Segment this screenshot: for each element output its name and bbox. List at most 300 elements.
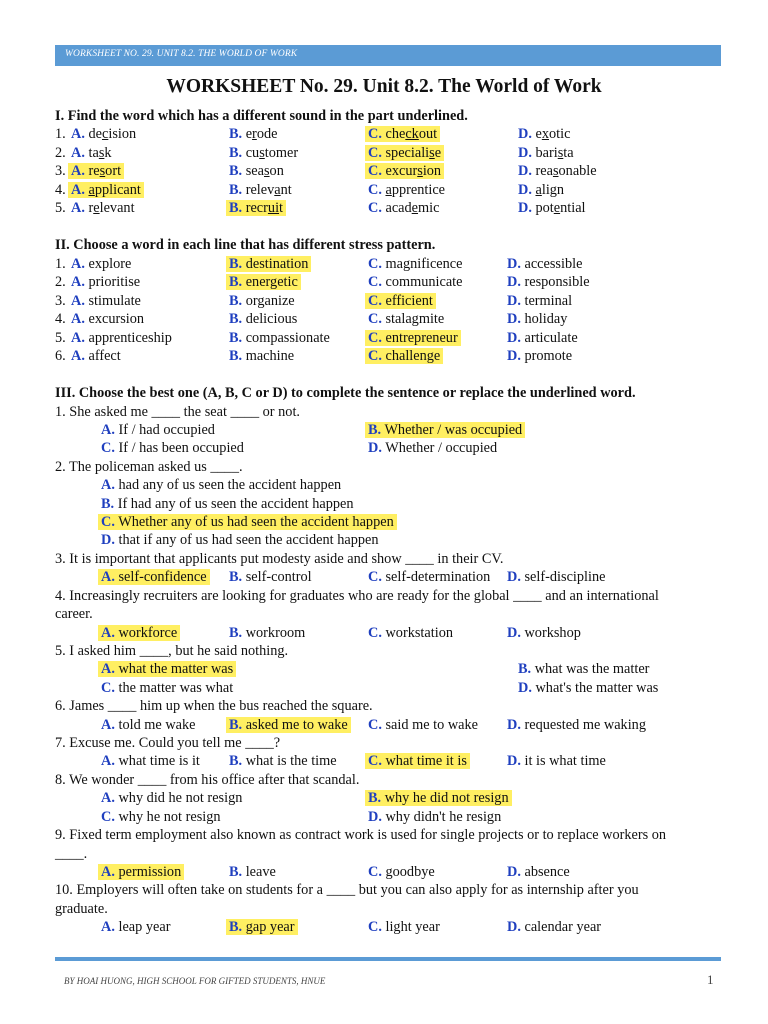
- answer-option: [101, 752, 200, 770]
- answer-text: A. decision: [71, 126, 137, 142]
- header-bar-text: WORKSHEET NO. 29. UNIT 8.2. THE WORLD OF WORK: [65, 49, 298, 59]
- underlined-part: s: [429, 144, 435, 161]
- answer-option: [101, 421, 215, 439]
- answer-option: [507, 863, 570, 881]
- underlined-part: s: [417, 163, 423, 179]
- option-letter: D.: [507, 569, 521, 586]
- footer-text: BY HOAI HUONG, HIGH SCHOOL FOR GIFTED STUDENTS, HNUE: [64, 976, 326, 986]
- answer-option: [518, 125, 570, 143]
- option-letter: A.: [101, 624, 115, 641]
- option-letter: B.: [229, 256, 243, 272]
- highlighted-answer: C. excursion: [365, 163, 444, 179]
- option-letter: A.: [71, 292, 85, 309]
- underlined-part: a: [535, 181, 542, 198]
- option-letter: B.: [229, 163, 243, 179]
- option-letter: B.: [368, 421, 382, 438]
- answer-text: D. terminal: [507, 292, 573, 309]
- option-letter: A.: [71, 256, 85, 272]
- answer-option: [229, 292, 295, 310]
- option-letter: D.: [368, 440, 382, 457]
- answer-text: C. magnificence: [368, 256, 463, 272]
- option-letter: C.: [368, 753, 382, 770]
- question-stem: 6. James ____ him up when the bus reached the square.: [55, 698, 373, 715]
- option-letter: B.: [229, 716, 243, 733]
- answer-text: A. what time is it: [101, 753, 200, 770]
- underlined-part: e: [411, 200, 419, 216]
- answer-option: [101, 495, 354, 513]
- option-letter: B.: [229, 181, 243, 198]
- answer-option: [101, 679, 233, 697]
- option-letter: C.: [368, 311, 382, 328]
- option-letter: D.: [518, 126, 532, 142]
- option-letter: A.: [101, 477, 115, 494]
- option-letter: D.: [507, 311, 521, 328]
- option-letter: C.: [101, 679, 115, 696]
- highlighted-answer: C. checkout: [365, 126, 440, 142]
- option-letter: C.: [368, 864, 382, 880]
- question-number: 1.: [55, 126, 66, 142]
- answer-option: [229, 624, 305, 642]
- answer-option: [518, 199, 586, 217]
- answer-option: [71, 255, 131, 273]
- answer-option: [507, 292, 572, 310]
- option-letter: A.: [71, 348, 85, 364]
- answer-option: [368, 918, 440, 936]
- answer-text: D. requested me waking: [507, 716, 646, 733]
- answer-option: [229, 310, 297, 328]
- highlighted-answer: B. Whether / was occupied: [365, 422, 525, 438]
- answer-option: [229, 181, 292, 199]
- option-letter: C.: [368, 274, 382, 291]
- highlighted-answer: B. why he did not resign: [365, 790, 512, 806]
- option-letter: B.: [101, 495, 115, 512]
- answer-option: [229, 918, 298, 936]
- answer-text: D. holiday: [507, 311, 568, 328]
- answer-text: B. self-control: [229, 569, 312, 586]
- answer-option: [507, 347, 572, 365]
- answer-text: D. exotic: [518, 126, 571, 142]
- option-letter: D.: [507, 274, 521, 291]
- answer-text: A. why did he not resign: [101, 790, 243, 807]
- underlined-part: s: [552, 163, 559, 179]
- underlined-part: ui: [267, 200, 280, 216]
- answer-text: D. potential: [518, 200, 586, 216]
- underlined-part: s: [557, 144, 564, 161]
- answer-text: A. leap year: [101, 919, 171, 936]
- option-letter: D.: [507, 753, 521, 770]
- underlined-part: a: [385, 181, 392, 198]
- question-number: 2.: [55, 144, 66, 161]
- answer-option: [71, 181, 144, 199]
- option-letter: A.: [71, 200, 85, 216]
- option-letter: A.: [101, 919, 115, 936]
- answer-text: C. said me to wake: [368, 716, 478, 733]
- option-letter: C.: [368, 163, 382, 179]
- highlighted-answer: C. efficient: [365, 293, 436, 309]
- answer-text: C. If / has been occupied: [101, 440, 244, 457]
- option-letter: A.: [71, 126, 85, 142]
- answer-option: [518, 162, 597, 180]
- answer-text: B. erode: [229, 126, 278, 142]
- answer-option: [368, 310, 444, 328]
- answer-text: B. workroom: [229, 624, 306, 641]
- option-letter: C.: [101, 808, 115, 825]
- question-stem: 7. Excuse me. Could you tell me ____?: [55, 735, 281, 752]
- answer-text: A. affect: [71, 348, 121, 364]
- answer-option: [101, 624, 180, 642]
- answer-option: [101, 716, 196, 734]
- option-letter: D.: [518, 163, 532, 179]
- answer-text: B. delicious: [229, 311, 298, 328]
- question-stem: 9. Fixed term employment also known as contract work is used for single projects or to replace workers on: [55, 827, 667, 844]
- answer-text: A. prioritise: [71, 274, 141, 291]
- answer-option: [368, 199, 439, 217]
- option-letter: C.: [368, 200, 382, 216]
- option-letter: B.: [229, 624, 243, 641]
- option-letter: A.: [101, 864, 115, 880]
- option-letter: B.: [229, 126, 243, 142]
- answer-option: [368, 439, 497, 457]
- answer-text: D. it is what time: [507, 753, 606, 770]
- answer-text: B. what was the matter: [518, 661, 650, 678]
- answer-option: [368, 144, 444, 162]
- highlighted-answer: A. workforce: [98, 625, 180, 641]
- answer-text: C. self-determination: [368, 569, 491, 586]
- answer-option: [71, 273, 140, 291]
- option-letter: C.: [368, 126, 382, 142]
- answer-option: [71, 329, 172, 347]
- answer-option: [71, 292, 141, 310]
- option-letter: C.: [368, 292, 382, 309]
- answer-text: C. the matter was what: [101, 679, 234, 696]
- answer-option: [229, 752, 337, 770]
- answer-text: D. Whether / occupied: [368, 440, 498, 457]
- option-letter: D.: [507, 919, 521, 936]
- answer-option: [71, 125, 136, 143]
- underlined-part: a: [274, 181, 281, 198]
- answer-text: A. told me wake: [101, 716, 196, 733]
- answer-text: C. communicate: [368, 274, 463, 291]
- question-stem: career.: [55, 606, 93, 623]
- header-bar: [55, 45, 721, 66]
- section-2-heading: II. Choose a word in each line that has different stress pattern.: [55, 237, 436, 253]
- answer-text: A. apprenticeship: [71, 329, 172, 346]
- answer-option: [507, 329, 578, 347]
- option-letter: D.: [518, 144, 532, 161]
- answer-text: C. workstation: [368, 624, 453, 641]
- option-letter: C.: [368, 144, 382, 161]
- question-number: 3.: [55, 292, 66, 309]
- answer-option: [507, 255, 582, 273]
- highlighted-answer: A. self-confidence: [98, 569, 210, 585]
- answer-option: [229, 255, 311, 273]
- answer-text: C. academic: [368, 200, 440, 216]
- answer-option: [71, 199, 135, 217]
- question-stem: graduate.: [55, 900, 108, 917]
- answer-text: D. barista: [518, 144, 574, 161]
- option-letter: C.: [368, 181, 382, 198]
- answer-text: D. why didn't he resign: [368, 808, 502, 825]
- answer-option: [101, 568, 210, 586]
- answer-option: [368, 624, 453, 642]
- answer-text: A. excursion: [71, 311, 145, 328]
- highlighted-answer: B. asked me to wake: [226, 717, 351, 733]
- question-stem: 3. It is important that applicants put modesty aside and show ____ in their CV.: [55, 550, 504, 567]
- highlighted-answer: C. what time it is: [365, 753, 470, 769]
- answer-option: [229, 273, 301, 291]
- option-letter: B.: [229, 919, 243, 936]
- underlined-part: r: [252, 126, 257, 142]
- answer-option: [368, 347, 443, 365]
- answer-option: [507, 273, 590, 291]
- answer-option: [368, 716, 478, 734]
- option-letter: A.: [101, 421, 115, 438]
- answer-text: B. machine: [229, 348, 295, 364]
- answer-text: D. absence: [507, 864, 570, 880]
- page-title: WORKSHEET No. 29. Unit 8.2. The World of Work: [166, 76, 602, 97]
- answer-text: D. articulate: [507, 329, 578, 346]
- answer-text: D. responsible: [507, 274, 590, 291]
- answer-option: [368, 421, 525, 439]
- answer-text: B. season: [229, 163, 284, 179]
- answer-option: [368, 273, 463, 291]
- question-stem: 2. The policeman asked us ____.: [55, 458, 243, 475]
- option-letter: D.: [518, 679, 532, 696]
- answer-text: D. workshop: [507, 624, 581, 641]
- answer-text: D. what's the matter was: [518, 679, 659, 696]
- option-letter: D.: [507, 256, 521, 272]
- option-letter: B.: [229, 348, 243, 364]
- answer-option: [368, 808, 501, 826]
- option-letter: B.: [229, 311, 243, 328]
- answer-option: [71, 144, 112, 162]
- answer-text: B. If had any of us seen the accident happen: [101, 495, 354, 512]
- option-letter: D.: [518, 181, 532, 198]
- option-letter: A.: [101, 716, 115, 733]
- option-letter: C.: [368, 329, 382, 346]
- highlighted-answer: C. challenge: [365, 348, 443, 364]
- question-stem: 5. I asked him ____, but he said nothing.: [55, 642, 289, 659]
- answer-option: [229, 125, 277, 143]
- highlighted-answer: B. energetic: [226, 274, 301, 290]
- option-letter: B.: [229, 200, 243, 216]
- question-stem: ____.: [55, 845, 88, 862]
- answer-text: D. reasonable: [518, 163, 597, 179]
- option-letter: D.: [518, 200, 532, 216]
- answer-text: A. explore: [71, 256, 132, 272]
- answer-option: [368, 292, 436, 310]
- answer-option: [368, 568, 490, 586]
- option-letter: B.: [229, 569, 243, 586]
- option-letter: B.: [229, 274, 243, 291]
- question-number: 5.: [55, 329, 66, 346]
- highlighted-answer: B. gap year: [226, 919, 298, 935]
- underlined-part: c: [101, 126, 109, 142]
- answer-text: A. stimulate: [71, 292, 141, 309]
- question-number: 4.: [55, 311, 66, 328]
- answer-text: B. relevant: [229, 181, 292, 198]
- answer-option: [229, 863, 276, 881]
- highlighted-answer: A. permission: [98, 864, 184, 880]
- option-letter: B.: [229, 329, 243, 346]
- highlighted-answer: A. what the matter was: [98, 661, 236, 677]
- underlined-part: s: [98, 144, 105, 161]
- section-3-heading: III. Choose the best one (A, B, C or D) to complete the sentence or replace the underlined word.: [55, 385, 636, 401]
- answer-option: [101, 439, 244, 457]
- highlighted-answer: A. resort: [68, 163, 124, 179]
- answer-option: [518, 660, 649, 678]
- option-letter: B.: [229, 292, 243, 309]
- answer-text: D. calendar year: [507, 919, 602, 936]
- answer-option: [101, 863, 184, 881]
- answer-option: [368, 125, 440, 143]
- answer-option: [507, 752, 606, 770]
- option-letter: C.: [368, 569, 382, 586]
- answer-text: D. that if any of us had seen the accident happen: [101, 532, 379, 549]
- answer-text: C. apprentice: [368, 181, 446, 198]
- option-letter: C.: [368, 919, 382, 936]
- question-stem: 8. We wonder ____ from his office after that scandal.: [55, 771, 360, 788]
- answer-option: [368, 863, 435, 881]
- option-letter: C.: [101, 514, 115, 531]
- question-number: 5.: [55, 200, 66, 216]
- option-letter: C.: [368, 716, 382, 733]
- underlined-part: a: [88, 181, 95, 198]
- option-letter: C.: [368, 348, 382, 364]
- highlighted-answer: C. Whether any of us had seen the accident happen: [98, 514, 397, 530]
- question-number: 6.: [55, 348, 66, 364]
- answer-option: [71, 347, 121, 365]
- answer-option: [101, 808, 221, 826]
- answer-option: [101, 918, 170, 936]
- answer-text: B. organize: [229, 292, 295, 309]
- option-letter: C.: [368, 624, 382, 641]
- option-letter: A.: [101, 569, 115, 586]
- option-letter: D.: [507, 716, 521, 733]
- option-letter: B.: [368, 790, 382, 807]
- option-letter: A.: [101, 753, 115, 770]
- answer-text: A. relevant: [71, 200, 135, 216]
- answer-option: [507, 918, 601, 936]
- answer-option: [368, 162, 444, 180]
- option-letter: A.: [71, 181, 85, 198]
- option-letter: A.: [71, 274, 85, 291]
- answer-option: [229, 329, 330, 347]
- answer-text: C. why he not resign: [101, 808, 221, 825]
- option-letter: A.: [71, 329, 85, 346]
- question-stem: 4. Increasingly recruiters are looking for graduates who are ready for the global ____ and an international: [55, 587, 659, 604]
- question-number: 4.: [55, 181, 66, 198]
- question-stem: 10. Employers will often take on students for a ____ but you can also apply for as internship after you: [55, 882, 639, 899]
- underlined-part: e: [553, 200, 561, 216]
- answer-option: [229, 347, 294, 365]
- highlighted-answer: A. applicant: [68, 182, 144, 198]
- answer-option: [101, 513, 397, 531]
- answer-text: A. If / had occupied: [101, 421, 215, 438]
- option-letter: A.: [101, 790, 115, 807]
- answer-option: [507, 568, 605, 586]
- answer-text: A. had any of us seen the accident happen: [101, 477, 342, 494]
- answer-option: [229, 716, 351, 734]
- question-number: 1.: [55, 256, 66, 272]
- page-number: 1: [707, 972, 714, 987]
- answer-option: [101, 476, 341, 494]
- answer-option: [101, 660, 236, 678]
- highlighted-answer: C. specialise: [365, 145, 444, 161]
- answer-option: [229, 199, 286, 217]
- answer-option: [71, 310, 144, 328]
- answer-text: D. align: [518, 181, 565, 198]
- option-letter: D.: [507, 864, 521, 880]
- answer-text: B. customer: [229, 144, 299, 161]
- answer-option: [507, 310, 567, 328]
- highlighted-answer: B. recruit: [226, 200, 286, 216]
- option-letter: C.: [368, 256, 382, 272]
- option-letter: A.: [71, 311, 85, 328]
- answer-option: [229, 162, 284, 180]
- answer-text: C. goodbye: [368, 864, 435, 880]
- option-letter: D.: [507, 292, 521, 309]
- option-letter: D.: [507, 348, 521, 364]
- underlined-part: e: [93, 200, 100, 216]
- option-letter: A.: [71, 163, 85, 179]
- underlined-part: s: [99, 163, 106, 179]
- answer-option: [518, 181, 564, 199]
- option-letter: D.: [368, 808, 382, 825]
- option-letter: A.: [71, 144, 85, 161]
- answer-option: [518, 144, 574, 162]
- answer-text: A. task: [71, 144, 112, 161]
- answer-text: C. light year: [368, 919, 440, 936]
- answer-text: B. compassionate: [229, 329, 330, 346]
- underlined-part: ck: [405, 126, 419, 142]
- underlined-part: x: [541, 126, 549, 142]
- answer-option: [368, 255, 462, 273]
- answer-option: [507, 716, 646, 734]
- option-letter: B.: [229, 144, 243, 161]
- answer-option: [101, 789, 242, 807]
- option-letter: A.: [101, 661, 115, 678]
- highlighted-answer: B. destination: [226, 256, 311, 272]
- answer-option: [101, 531, 379, 549]
- section-1-heading: I. Find the word which has a different sound in the part underlined.: [55, 108, 468, 124]
- answer-option: [71, 162, 124, 180]
- answer-text: B. leave: [229, 864, 276, 880]
- answer-option: [368, 752, 470, 770]
- highlighted-answer: C. entrepreneur: [365, 330, 461, 346]
- answer-option: [518, 679, 658, 697]
- underlined-part: s: [259, 144, 265, 161]
- answer-option: [368, 181, 445, 199]
- underlined-part: s: [263, 163, 270, 179]
- answer-option: [229, 568, 312, 586]
- answer-option: [368, 789, 512, 807]
- question-stem: 1. She asked me ____ the seat ____ or not.: [55, 403, 300, 420]
- answer-text: C. stalagmite: [368, 311, 445, 328]
- option-letter: B.: [229, 864, 243, 880]
- option-letter: D.: [101, 532, 115, 549]
- answer-text: B. what is the time: [229, 753, 337, 770]
- footer-bar: [55, 957, 721, 961]
- option-letter: C.: [101, 440, 115, 457]
- question-number: 2.: [55, 274, 66, 291]
- option-letter: D.: [507, 624, 521, 641]
- option-letter: D.: [507, 329, 521, 346]
- answer-option: [229, 144, 298, 162]
- answer-text: D. self-discipline: [507, 569, 606, 586]
- answer-option: [507, 624, 581, 642]
- answer-option: [368, 329, 461, 347]
